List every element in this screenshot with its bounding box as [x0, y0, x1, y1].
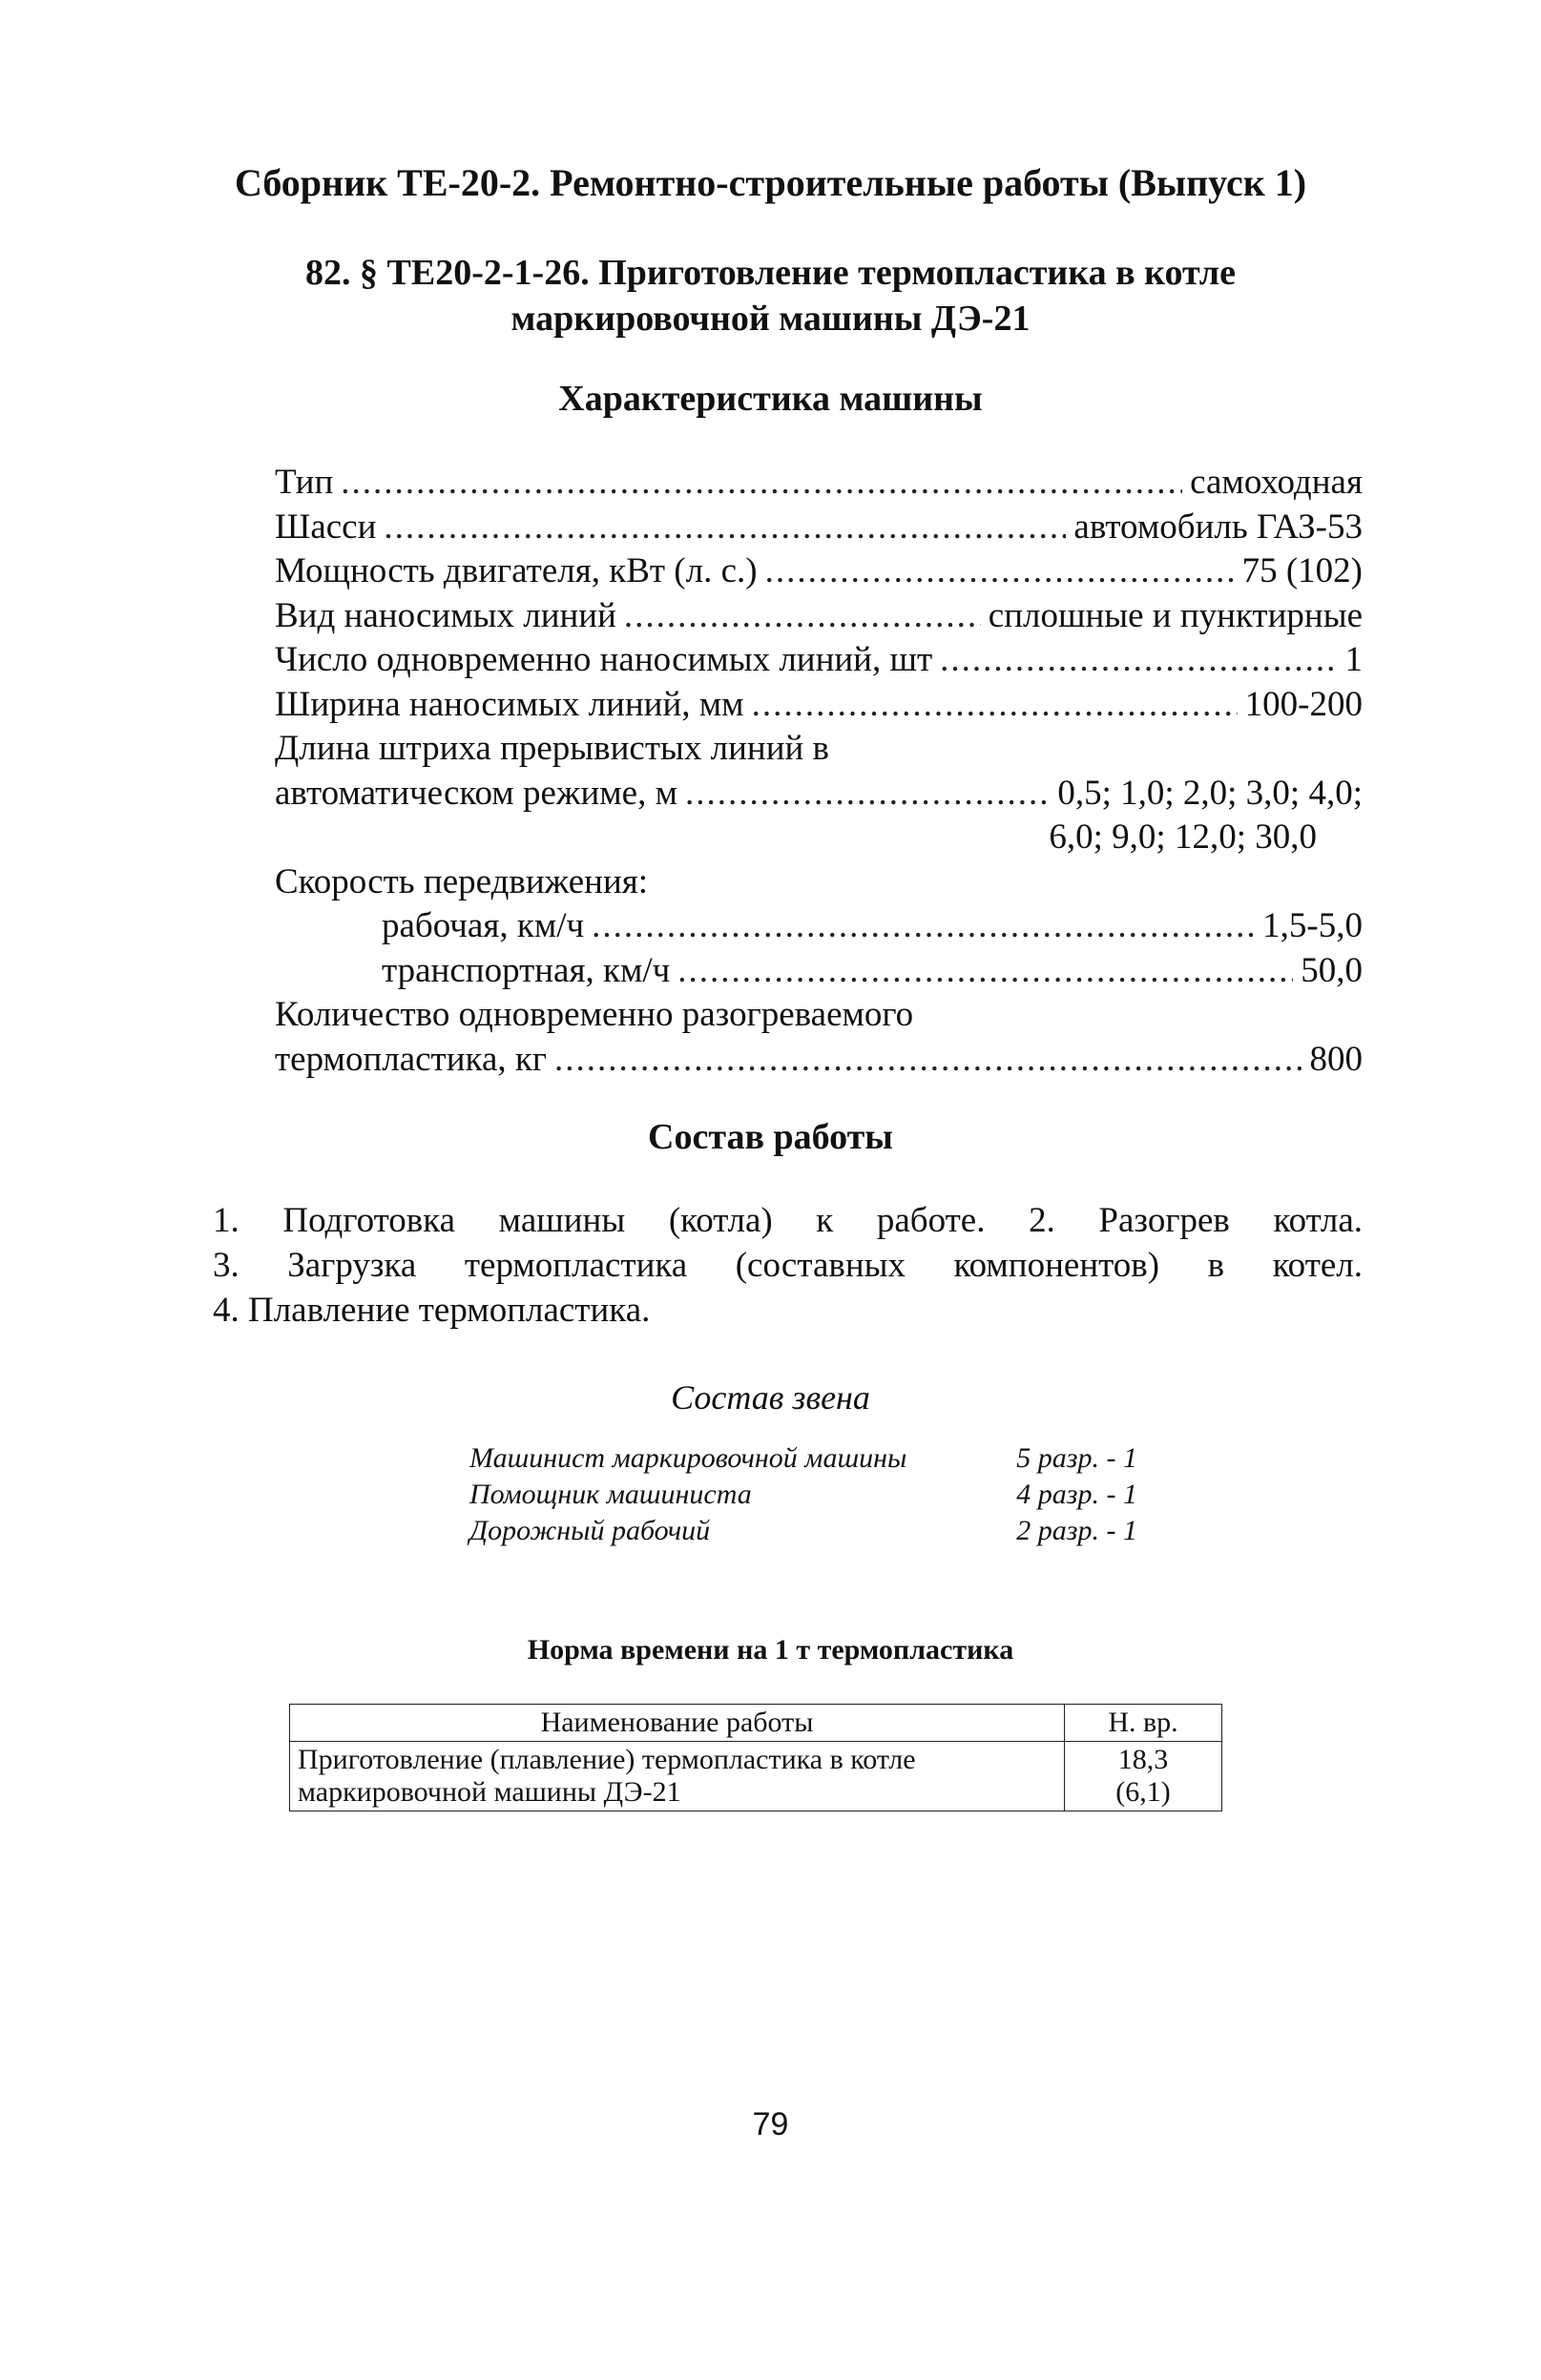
norm-heading: Норма времени на 1 т термопластика — [527, 1634, 1014, 1666]
crew-grade: 2 разр. - 1 — [1016, 1515, 1137, 1546]
spec-value: автомобиль ГАЗ-53 — [1073, 507, 1363, 547]
norm-table — [289, 1704, 1222, 1811]
spec-row-type — [275, 462, 1363, 507]
work-description — [213, 1198, 1363, 1333]
crew-role: Дорожный рабочий — [469, 1515, 711, 1546]
spec-row-line-width — [275, 684, 1363, 729]
spec-value: 1,5-5,0 — [1262, 906, 1363, 945]
spec-row-stroke-length-label — [275, 728, 1363, 773]
dot-leader — [384, 507, 1066, 548]
spec-row-quantity — [275, 1039, 1363, 1084]
spec-row-speed-transport — [275, 950, 1363, 995]
dot-leader — [940, 639, 1337, 680]
crew-role: Машинист маркировочной машины — [469, 1442, 907, 1474]
spec-row-speed-working — [275, 905, 1363, 950]
dot-leader — [765, 550, 1235, 591]
crew-grade: 5 разр. - 1 — [1016, 1442, 1137, 1474]
collection-title: Сборник ТЕ-20-2. Ремонтно-строительные работы (Выпуск 1) — [234, 161, 1307, 204]
spec-value: 1 — [1344, 640, 1363, 679]
work-name-cell — [290, 1742, 1065, 1811]
spec-value: 50,0 — [1301, 950, 1363, 990]
spec-row-engine-power — [275, 550, 1363, 595]
spec-value: 800 — [1309, 1039, 1363, 1079]
spec-row-line-type — [275, 595, 1363, 640]
spec-value: самоходная — [1190, 463, 1363, 502]
spec-label: транспортная, км/ч — [382, 950, 671, 990]
dot-leader — [677, 950, 1293, 991]
work-line-2: 3. Загрузка термопластика (составных компонентов) в котел. — [213, 1246, 1363, 1285]
spec-value: 75 (102) — [1241, 551, 1363, 590]
dot-leader — [341, 462, 1182, 503]
machine-heading: Характеристика машины — [558, 379, 983, 419]
time-norm-value: 18,3 — [1117, 1744, 1169, 1775]
spec-label: Тип — [275, 463, 334, 502]
spec-label: Число одновременно наносимых линий, шт — [275, 640, 933, 679]
machine-spec-list — [275, 462, 1363, 1083]
spec-label: автоматическом режиме, м — [275, 773, 678, 813]
spec-value: 6,0; 9,0; 12,0; 30,0 — [1049, 817, 1317, 857]
dot-leader — [554, 1039, 1302, 1080]
crew-grade: 4 разр. - 1 — [1016, 1479, 1137, 1510]
spec-row-quantity-label — [275, 994, 1363, 1039]
spec-row-line-count — [275, 639, 1363, 684]
work-line-1: 1. Подготовка машины (котла) к работе. 2. Разогрев котла. — [213, 1201, 1363, 1240]
dot-leader — [592, 905, 1255, 946]
spec-row-stroke-length — [275, 773, 1363, 817]
section-title-line-1: 82. § ТЕ20-2-1-26. Приготовление термопластика в котле — [305, 253, 1236, 293]
crew-member — [469, 1479, 1137, 1515]
time-norm-value-alt: (6,1) — [1115, 1776, 1171, 1808]
crew-list — [469, 1442, 1137, 1551]
dot-leader — [752, 684, 1238, 725]
work-heading: Состав работы — [648, 1117, 893, 1157]
spec-label: Мощность двигателя, кВт (л. с.) — [275, 551, 758, 590]
spec-label: Длина штриха прерывистых линий в — [275, 729, 830, 768]
work-name-line-2: маркировочной машины ДЭ-21 — [298, 1776, 681, 1808]
crew-member — [469, 1442, 1137, 1479]
table-row — [290, 1742, 1222, 1811]
section-title-line-2: маркировочной машины ДЭ-21 — [510, 299, 1031, 339]
spec-label: Вид наносимых линий — [275, 595, 616, 635]
spec-row-stroke-length-continued — [275, 817, 1363, 861]
spec-value: 0,5; 1,0; 2,0; 3,0; 4,0; — [1057, 773, 1363, 813]
dot-leader — [685, 773, 1050, 814]
crew-member — [469, 1515, 1137, 1551]
spec-label: рабочая, км/ч — [382, 906, 585, 945]
spec-label: Ширина наносимых линий, мм — [275, 684, 744, 724]
crew-heading: Состав звена — [671, 1378, 870, 1417]
spec-value: 100-200 — [1244, 684, 1363, 724]
spec-value: сплошные и пунктирные — [988, 595, 1363, 635]
section-title — [0, 250, 1541, 341]
dot-leader — [624, 595, 981, 636]
spec-row-chassis — [275, 507, 1363, 551]
work-name-line-1: Приготовление (плавление) термопластика в котле — [298, 1744, 916, 1775]
spec-label: Шасси — [275, 507, 377, 547]
column-header-time: Н. вр. — [1065, 1705, 1222, 1742]
work-line-3: 4. Плавление термопластика. — [213, 1291, 651, 1330]
spec-label: Количество одновременно разогреваемого — [275, 995, 914, 1034]
crew-role: Помощник машиниста — [469, 1479, 752, 1510]
table-header-row — [290, 1705, 1222, 1742]
time-norm-cell — [1065, 1742, 1222, 1811]
page-number: 79 — [752, 2106, 789, 2142]
spec-row-speed-label — [275, 861, 1363, 906]
column-header-work: Наименование работы — [290, 1705, 1065, 1742]
spec-label: Скорость передвижения: — [275, 861, 649, 901]
spec-label: термопластика, кг — [275, 1039, 548, 1079]
